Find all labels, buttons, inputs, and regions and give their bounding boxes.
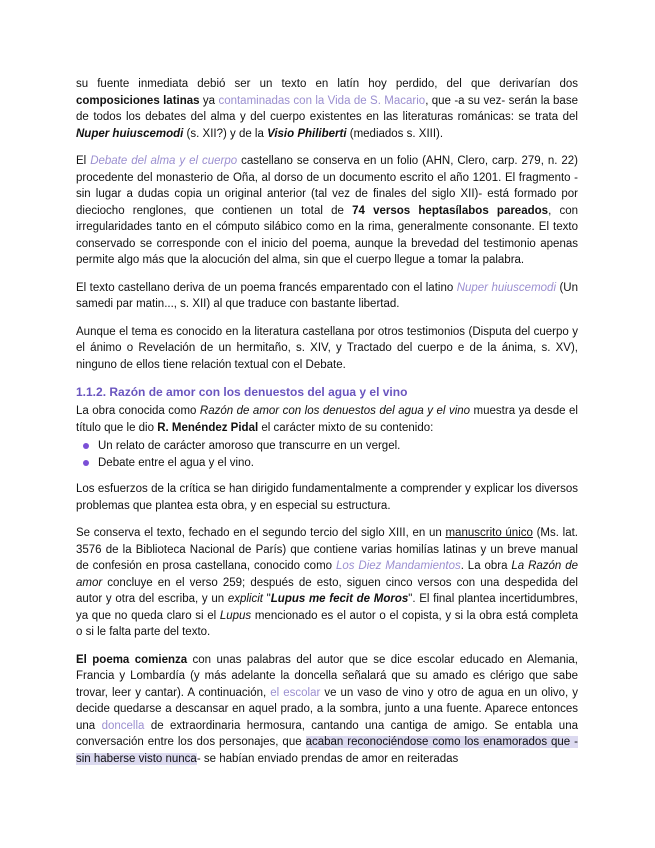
bold-italic-title: Nuper huiuscemodi bbox=[76, 127, 184, 140]
italic-term: explicit bbox=[227, 593, 263, 605]
text: ya bbox=[199, 94, 219, 107]
link-manuscrito-unico[interactable]: manuscrito único bbox=[445, 527, 533, 539]
text: (mediados s. XIII). bbox=[346, 127, 444, 140]
paragraph-razon-de-amor bbox=[76, 403, 578, 436]
link-diez-mandamientos[interactable]: Los Diez Mandamientos bbox=[335, 560, 461, 572]
content-bullet-list bbox=[76, 438, 578, 471]
paragraph-critica bbox=[76, 481, 578, 514]
text: El bbox=[76, 155, 91, 167]
text: Aunque el tema es conocido en la literatura castellana por otros testimonios (Disputa del cuerpo y el ánimo o Revelación de un hermitaño, s. XIV, y Tractado del cuerpo e de la ánima, s. XV), ninguno de ellos tiene relación textual con el Debate. bbox=[76, 325, 578, 371]
paragraph-poema-frances bbox=[76, 280, 578, 313]
bold-term: El poema comienza bbox=[76, 653, 188, 666]
paragraph-manuscrito bbox=[76, 525, 578, 641]
link-debate-alma-cuerpo[interactable]: Debate del alma y el cuerpo bbox=[90, 155, 238, 167]
link-nuper-huiuscemodi[interactable]: Nuper huiuscemodi bbox=[456, 281, 557, 294]
link-vida-san-macario[interactable]: contaminadas con la Vida de S. Macario bbox=[218, 94, 426, 107]
italic-title: Razón de amor con los denuestos del agua y el vino bbox=[199, 405, 471, 417]
list-item-text: Debate entre el agua y el vino. bbox=[98, 456, 254, 469]
text: su fuente inmediata debió ser un texto en latín hoy perdido, del que derivarían dos bbox=[76, 78, 578, 90]
text: ". El final plantea incertidumbres, ya que no queda claro si el bbox=[76, 593, 578, 622]
bold-name: R. Menéndez Pidal bbox=[157, 421, 259, 434]
bold-term: 74 versos heptasílabos pareados bbox=[352, 204, 549, 217]
paragraph-otros-testimonios bbox=[76, 324, 578, 374]
text: mencionado es el autor o el copista, y si la obra está completa o si le falta parte del texto. bbox=[76, 609, 578, 638]
text: el carácter mixto de su contenido: bbox=[258, 421, 434, 434]
text: castellano se conserva en un folio (AHN, Clero, carp. 279, n. 22) procedente del monasterio de Oña, al dorso de un documento escrito el año 1201. El fragmento -sin lugar a dudas copia un original anterior (tal vez de finales del siglo XII)- está formado por dieciocho renglones, que contienen un total de bbox=[76, 155, 578, 217]
list-item bbox=[98, 438, 578, 455]
text: (s. XII?) y de la bbox=[183, 127, 268, 140]
link-el-escolar[interactable]: el escolar bbox=[270, 686, 321, 699]
text: - se habían enviado prendas de amor en reiteradas bbox=[196, 752, 459, 765]
text: Los esfuerzos de la crítica se han dirigido fundamentalmente a comprender y explicar los diversos problemas que plantea esta obra, y en especial su estructura. bbox=[76, 483, 578, 512]
link-doncella[interactable]: doncella bbox=[101, 719, 145, 732]
text: concluye en el verso 259; después de esto, siguen cinco versos con una despedida del autor y otra del escriba, y un bbox=[76, 576, 578, 605]
text: muestra ya desde el título que le dio bbox=[76, 405, 578, 434]
list-item-text: Un relato de carácter amoroso que transcurre en un vergel. bbox=[98, 440, 401, 452]
text: " bbox=[262, 593, 271, 605]
text: La obra conocida como bbox=[76, 405, 200, 417]
list-item bbox=[98, 455, 578, 472]
highlighted-text[interactable]: acaban reconociéndose como los enamorados que -sin haberse visto nunca bbox=[76, 736, 578, 765]
text: El texto castellano deriva de un poema francés emparentado con el latino bbox=[76, 281, 457, 294]
bold-italic-title: Visio Philiberti bbox=[267, 127, 347, 140]
text: de extraordinaria hermosura, cantando una cantiga de amigo. Se entabla una conversación entre los dos personajes, que bbox=[76, 719, 578, 748]
text: (Un samedi par matin..., s. XII) al que traduce con bastante libertad. bbox=[76, 281, 578, 310]
italic-term: Lupus bbox=[219, 609, 252, 622]
text: , con irregularidades tanto en el cómputo silábico como en la rima, generalmente consonante. El texto conservado se corresponde con el inicio del poema, aunque la brevedad del testimonio apenas permite algo más que la alocución del alma, sin que el cuerpo llegue a tomar la palabra. bbox=[76, 204, 579, 266]
text: con unas palabras del autor que se dice escolar educado en Alemania, Francia y Lombardía (y más adelante la doncella señalará que su amado es clérigo que sabe trovar, leer y cantar). A continuación, bbox=[76, 653, 578, 699]
bold-italic-quote: Lupus me fecit de Moros bbox=[270, 593, 409, 605]
bold-term: composiciones latinas bbox=[76, 94, 200, 107]
paragraph-poema-comienza bbox=[76, 652, 578, 768]
text: (Ms. lat. 3576 de la Biblioteca Nacional de París) que contiene varias homilías latinas y un breve manual de confesión en prosa castellana, conocido como bbox=[76, 527, 578, 572]
section-heading: 1.1.2. Razón de amor con los denuestos del agua y el vino bbox=[76, 385, 408, 399]
text: ve un vaso de vino y otro de agua en un olivo, y decide quedarse a descansar en aquel prado, a la sombra, junto a una fuente. Aparece entonces una bbox=[76, 686, 578, 732]
text-column bbox=[76, 76, 578, 778]
italic-title: La Razón de amor bbox=[76, 560, 579, 589]
bullet-icon bbox=[83, 460, 89, 466]
text: Se conserva el texto, fechado en el segundo tercio del siglo XIII, en un bbox=[76, 527, 446, 539]
text: . La obra bbox=[460, 560, 512, 572]
text: , que -a su vez- serán la base de todos los debates del alma y del cuerpo existentes en las literaturas románicas: se trata del bbox=[76, 94, 578, 123]
paragraph-latin-sources bbox=[76, 76, 578, 142]
bullet-icon bbox=[83, 443, 89, 449]
paragraph-debate-castellano bbox=[76, 153, 578, 269]
